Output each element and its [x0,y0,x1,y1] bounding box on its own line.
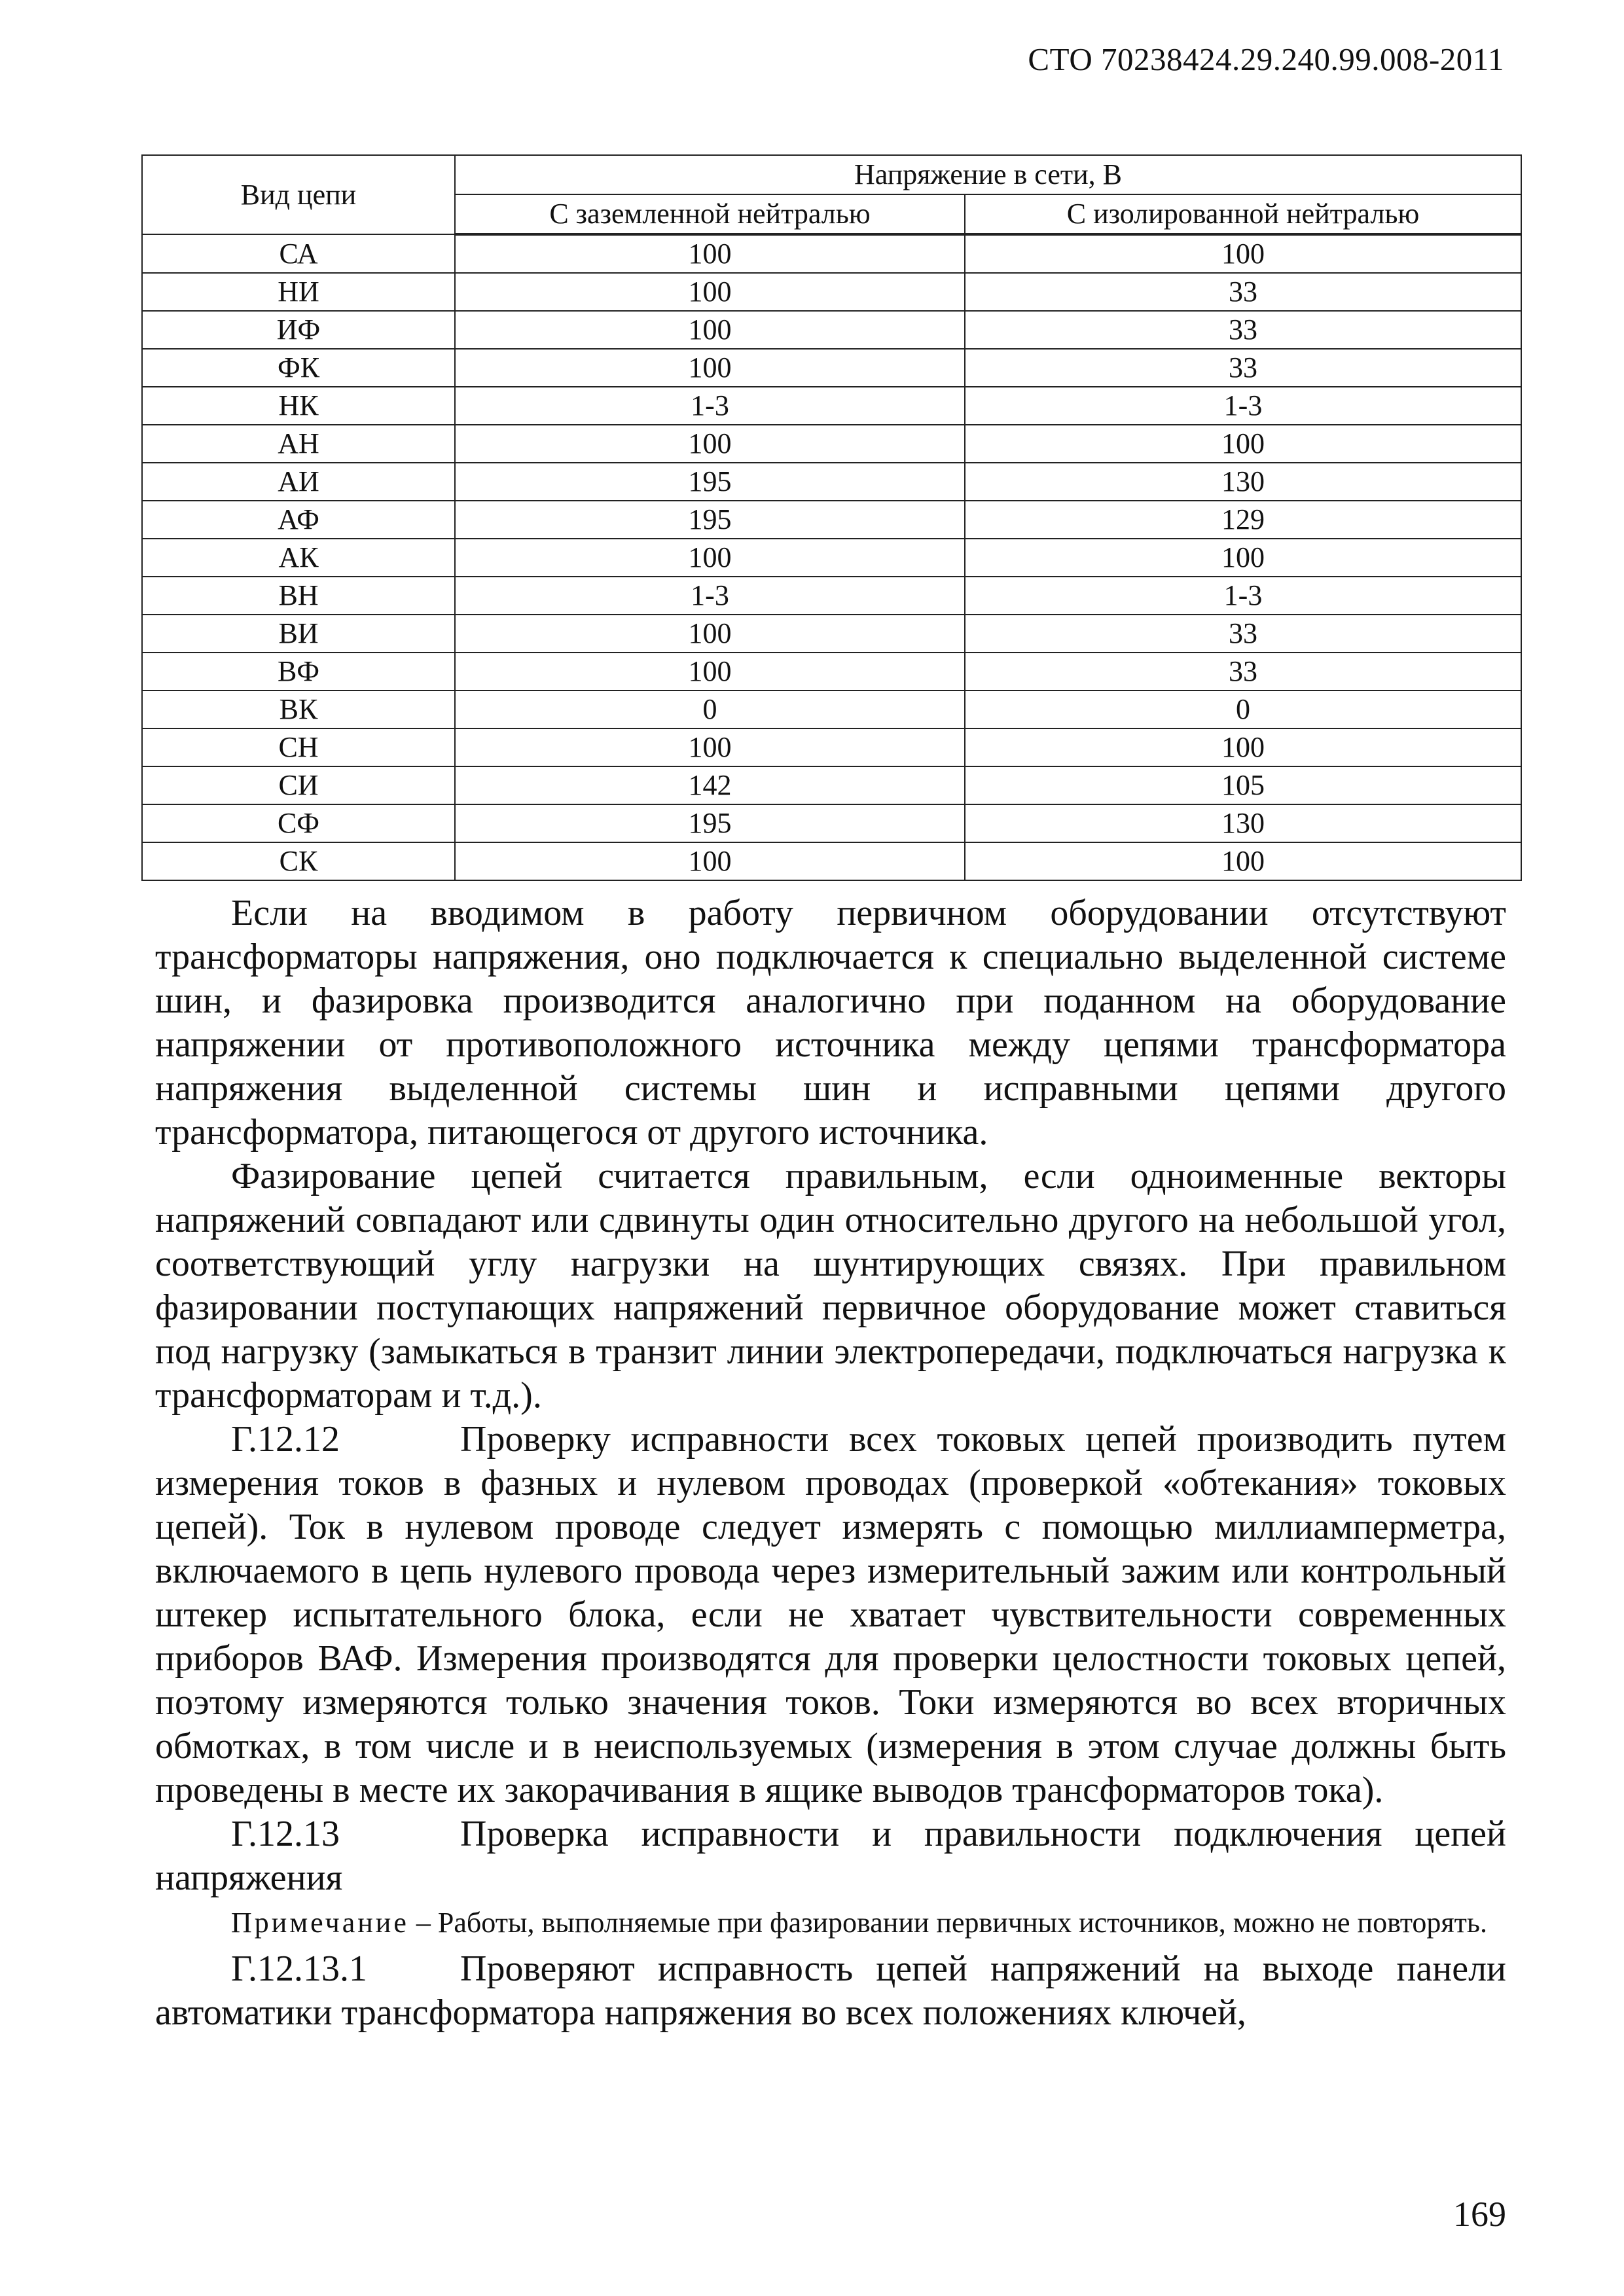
column-header-grounded-neutral: С заземленной нейтралью [455,194,965,234]
isolated-neutral-cell: 0 [965,691,1521,728]
circuit-type-cell: АИ [142,463,455,501]
clause-g-12-12 [155,1418,1506,1812]
grounded-neutral-cell: 100 [455,653,965,691]
note-label: Примечание [231,1907,409,1939]
circuit-type-cell: СК [142,842,455,880]
circuit-type-cell: АФ [142,501,455,539]
table-row [142,577,1521,615]
paragraph: Фазирование цепей считается правильным, если одноименные векторы напряжений совпадают или сдвинуты один относительно другого на небольшой угол, соответствующий углу нагрузки на шунтирующих связях. При правильном фазировании поступающих напряжений первичное оборудование может ставиться под нагрузку (замыкаться в транзит линии электропередачи, подключаться нагрузка к трансформаторам и т.д.). [155,1156,1506,1416]
grounded-neutral-cell: 100 [455,728,965,766]
circuit-type-cell: ВН [142,577,455,615]
voltage-table [141,154,1522,881]
circuit-type-cell: АК [142,539,455,577]
table-row [142,539,1521,577]
grounded-neutral-cell: 0 [455,691,965,728]
page-number: 169 [1453,2195,1506,2234]
circuit-type-cell: СА [142,234,455,273]
table-row [142,349,1521,387]
clause-number: Г.12.12 [231,1419,340,1460]
clause-number: Г.12.13.1 [231,1948,368,1989]
grounded-neutral-cell: 100 [455,349,965,387]
grounded-neutral-cell: 195 [455,501,965,539]
clause-g-12-13 [155,1812,1506,1900]
table-row [142,842,1521,880]
grounded-neutral-cell: 195 [455,804,965,842]
isolated-neutral-cell: 1-3 [965,577,1521,615]
circuit-type-cell: ВФ [142,653,455,691]
table-row [142,501,1521,539]
grounded-neutral-cell: 1-3 [455,387,965,425]
column-header-circuit-type: Вид цепи [142,155,455,234]
isolated-neutral-cell: 105 [965,766,1521,804]
isolated-neutral-cell: 33 [965,349,1521,387]
isolated-neutral-cell: 130 [965,463,1521,501]
column-group-header-voltage: Напряжение в сети, В [455,155,1521,194]
grounded-neutral-cell: 1-3 [455,577,965,615]
note-text: – Работы, выполняемые при фазировании первичных источников, можно не повторять. [408,1907,1487,1939]
table-row [142,766,1521,804]
circuit-type-cell: ВК [142,691,455,728]
paragraph: Если на вводимом в работу первичном оборудовании отсутствуют трансформаторы напряжения, оно подключается к специально выделенной системе шин, и фазировка производится аналогично при поданном на оборудование напряжении от противоположного источника между цепями трансформатора напряжения выделенной системы шин и исправными цепями другого трансформатора, питающегося от другого источника. [155,893,1506,1153]
clause-g-12-13-1 [155,1947,1506,2035]
isolated-neutral-cell: 129 [965,501,1521,539]
circuit-type-cell: ВИ [142,615,455,653]
table-row [142,653,1521,691]
isolated-neutral-cell: 100 [965,234,1521,273]
isolated-neutral-cell: 100 [965,728,1521,766]
table-row [142,234,1521,273]
circuit-type-cell: СН [142,728,455,766]
clause-text: Проверяют исправность цепей напряжений на выходе панели автоматики трансформатора напряжения во всех положениях ключей, [155,1948,1506,2033]
grounded-neutral-cell: 100 [455,615,965,653]
isolated-neutral-cell: 33 [965,653,1521,691]
grounded-neutral-cell: 100 [455,273,965,311]
grounded-neutral-cell: 100 [455,234,965,273]
clause-number: Г.12.13 [231,1814,340,1854]
isolated-neutral-cell: 100 [965,539,1521,577]
table-row [142,804,1521,842]
isolated-neutral-cell: 1-3 [965,387,1521,425]
isolated-neutral-cell: 130 [965,804,1521,842]
document-code: СТО 70238424.29.240.99.008-2011 [1028,41,1504,77]
table-body [142,234,1521,880]
table-row [142,273,1521,311]
isolated-neutral-cell: 33 [965,311,1521,349]
circuit-type-cell: ИФ [142,311,455,349]
table-row [142,615,1521,653]
note [155,1905,1506,1941]
circuit-type-cell: СИ [142,766,455,804]
circuit-type-cell: НИ [142,273,455,311]
grounded-neutral-cell: 100 [455,539,965,577]
grounded-neutral-cell: 195 [455,463,965,501]
table-row [142,691,1521,728]
circuit-type-cell: НК [142,387,455,425]
isolated-neutral-cell: 100 [965,842,1521,880]
circuit-type-cell: АН [142,425,455,463]
table-row [142,425,1521,463]
isolated-neutral-cell: 33 [965,615,1521,653]
clause-text: Проверка исправности и правильности подключения цепей напряжения [155,1814,1506,1898]
table-row [142,463,1521,501]
isolated-neutral-cell: 100 [965,425,1521,463]
circuit-type-cell: ФК [142,349,455,387]
table-row [142,728,1521,766]
column-header-isolated-neutral: С изолированной нейтралью [965,194,1521,234]
grounded-neutral-cell: 100 [455,425,965,463]
clause-text: Проверку исправности всех токовых цепей производить путем измерения токов в фазных и нулевом проводах (проверкой «обтекания» токовых цепей). Ток в нулевом проводе следует измерять с помощью миллиамперметра, включаемого в цепь нулевого провода через измерительный зажим или контрольный штекер испытательного блока, если не хватает чувствительности современных приборов ВАФ. Измерения производятся для проверки целостности токовых цепей, поэтому измеряются только значения токов. Токи измеряются во всех вторичных обмотках, в том числе и в неиспользуемых (измерения в этом случае должны быть проведены в месте их закорачивания в ящике выводов трансформаторов тока). [155,1419,1506,1810]
isolated-neutral-cell: 33 [965,273,1521,311]
body-text [155,891,1506,2035]
table-row [142,387,1521,425]
circuit-type-cell: СФ [142,804,455,842]
grounded-neutral-cell: 142 [455,766,965,804]
table-row [142,311,1521,349]
grounded-neutral-cell: 100 [455,842,965,880]
grounded-neutral-cell: 100 [455,311,965,349]
